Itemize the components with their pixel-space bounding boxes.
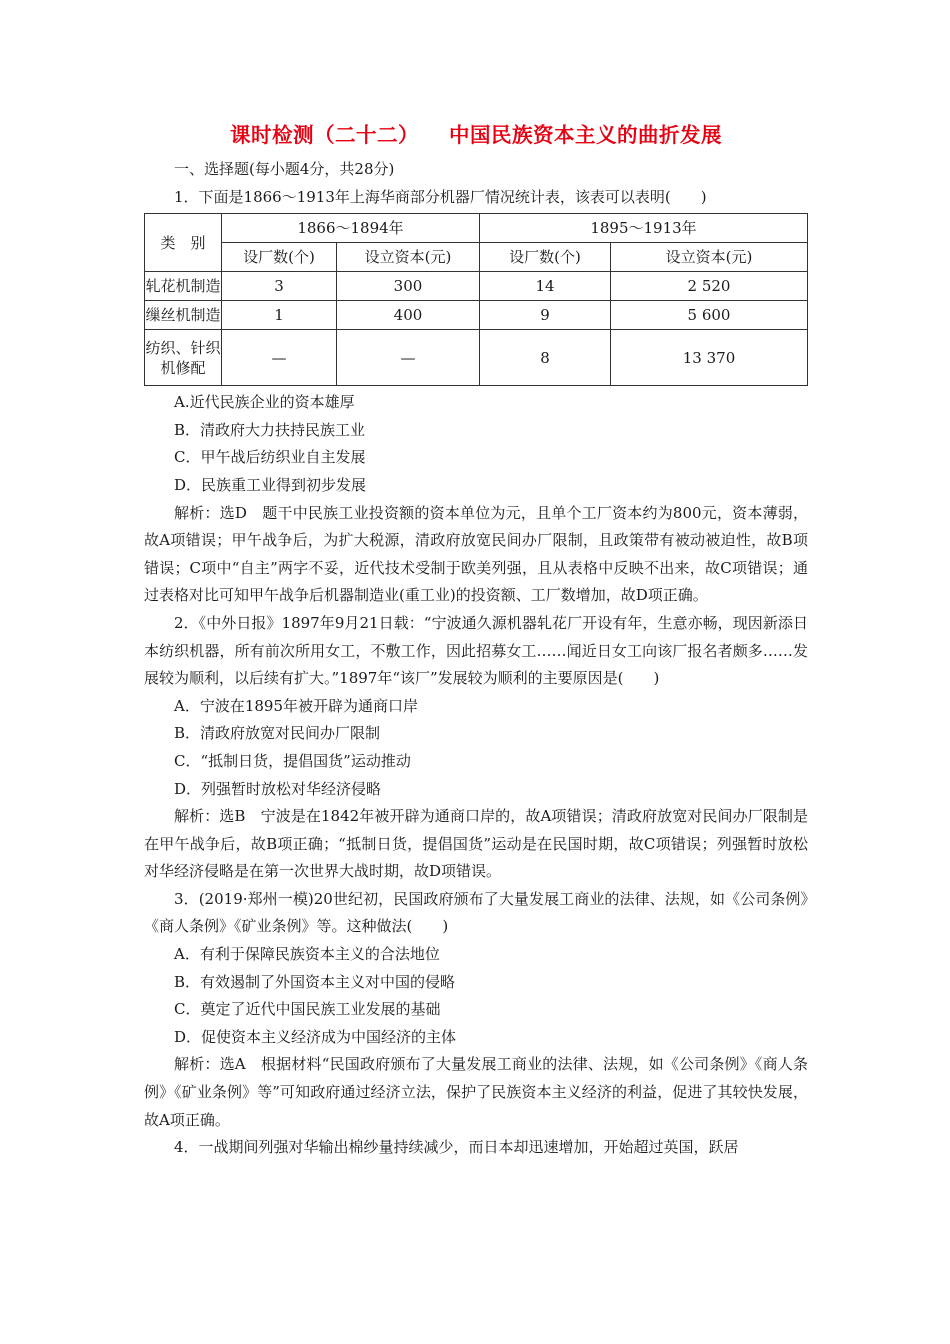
- table-cell: 14: [480, 272, 611, 301]
- q1-stem: 1．下面是1866～1913年上海华商部分机器厂情况统计表，该表可以表明( ): [174, 187, 707, 206]
- statistics-table: [144, 213, 808, 386]
- table-row: [145, 330, 808, 386]
- table-header-period2: 1895～1913年: [480, 214, 808, 243]
- table-row: [145, 272, 808, 301]
- table-subheader-capital: 设立资本(元): [337, 243, 480, 272]
- page-title: [144, 118, 808, 148]
- title-sub: 中国民族资本主义的曲折发展: [449, 123, 722, 147]
- table-cell-name: [145, 330, 222, 386]
- table-subheader-count: 设厂数(个): [480, 243, 611, 272]
- q2-option-d: D．列强暂时放松对华经济侵略: [174, 779, 382, 798]
- row-name-line1: 纺织、针织: [145, 338, 221, 357]
- q3-option-b: B．有效遏制了外国资本主义对中国的侵略: [174, 972, 456, 991]
- table-cell: 8: [480, 330, 611, 386]
- title-main: 课时检测（二十二）: [230, 123, 419, 147]
- table-cell-name: 缫丝机制造: [145, 301, 222, 330]
- table-cell: 400: [337, 301, 480, 330]
- q4-stem: 4．一战期间列强对华输出棉纱量持续减少，而日本却迅速增加，开始超过英国，跃居: [174, 1138, 739, 1157]
- q1-option-a: A.近代民族企业的资本雄厚: [174, 393, 355, 412]
- q1-option-d: D．民族重工业得到初步发展: [174, 475, 367, 494]
- q3-option-c: C．奠定了近代中国民族工业发展的基础: [174, 1000, 441, 1019]
- document-page: [144, 118, 808, 1162]
- q2-stem: 2．《中外日报》1897年9月21日载：“宁波通久源机器轧花厂开设有年，生意亦畅，现因新添日本纺织机器，所有前次所用女工，不敷工作，因此招募女工……闻近日女工向该厂报名者颇多……发展较为顺利，以后续有扩大。”1897年“该厂”发展较为顺利的主要原因是( ): [144, 613, 808, 688]
- q2-option-c: C．“抵制日货，提倡国货”运动推动: [174, 751, 411, 770]
- table-cell: 13 370: [611, 330, 808, 386]
- q1-option-b: B．清政府大力扶持民族工业: [174, 420, 366, 439]
- q3-stem: 3．(2019·郑州一模)20世纪初，民国政府颁布了大量发展工商业的法律、法规，如《公司条例》《商人条例》《矿业条例》等。这种做法( ): [144, 889, 808, 936]
- table-cell: —: [222, 330, 337, 386]
- table-subheader-count: 设厂数(个): [222, 243, 337, 272]
- table-cell: 2 520: [611, 272, 808, 301]
- q2-option-a: A．宁波在1895年被开辟为通商口岸: [174, 696, 419, 715]
- table-cell: 300: [337, 272, 480, 301]
- table-subheader-capital: 设立资本(元): [611, 243, 808, 272]
- table-cell: 3: [222, 272, 337, 301]
- q2-option-b: B．清政府放宽对民间办厂限制: [174, 724, 381, 743]
- section-heading: 一、选择题(每小题4分，共28分): [174, 160, 395, 178]
- table-cell-name: 轧花机制造: [145, 272, 222, 301]
- table-cell: —: [337, 330, 480, 386]
- q1-option-c: C．甲午战后纺织业自主发展: [174, 448, 366, 467]
- table-cell: 9: [480, 301, 611, 330]
- row-name-line2: 机修配: [160, 358, 206, 377]
- table-row: [145, 301, 808, 330]
- table-header-category: 类 别: [145, 214, 222, 272]
- table-cell: 1: [222, 301, 337, 330]
- q3-option-a: A．有利于保障民族资本主义的合法地位: [174, 945, 440, 964]
- q3-analysis: 解析：选A 根据材料“民国政府颁布了大量发展工商业的法律、法规，如《公司条例》《商人条例》《矿业条例》等”可知政府通过经济立法，保护了民族资本主义经济的利益，促进了其较快发展，故A项正确。: [144, 1055, 808, 1129]
- q1-analysis: 解析：选D 题干中民族工业投资额的资本单位为元，且单个工厂资本约为800元，资本薄弱，故A项错误；甲午战争后，为扩大税源，清政府放宽民间办厂限制，且政策带有被动被迫性，故B项错误；C项中“自主”两字不妥，近代技术受制于欧美列强，且从表格中反映不出来，故C项错误；通过表格对比可知甲午战争后机器制造业(重工业)的投资额、工厂数增加，故D项正确。: [144, 503, 808, 605]
- table-cell: 5 600: [611, 301, 808, 330]
- q2-analysis: 解析：选B 宁波是在1842年被开辟为通商口岸的，故A项错误；清政府放宽对民间办厂限制是在甲午战争后，故B项正确；“抵制日货，提倡国货”运动是在民国时期，故C项错误；列强暂时放松对华经济侵略是在第一次世界大战时期，故D项错误。: [144, 807, 808, 881]
- table-header-period1: 1866～1894年: [222, 214, 480, 243]
- q3-option-d: D．促使资本主义经济成为中国经济的主体: [174, 1027, 457, 1046]
